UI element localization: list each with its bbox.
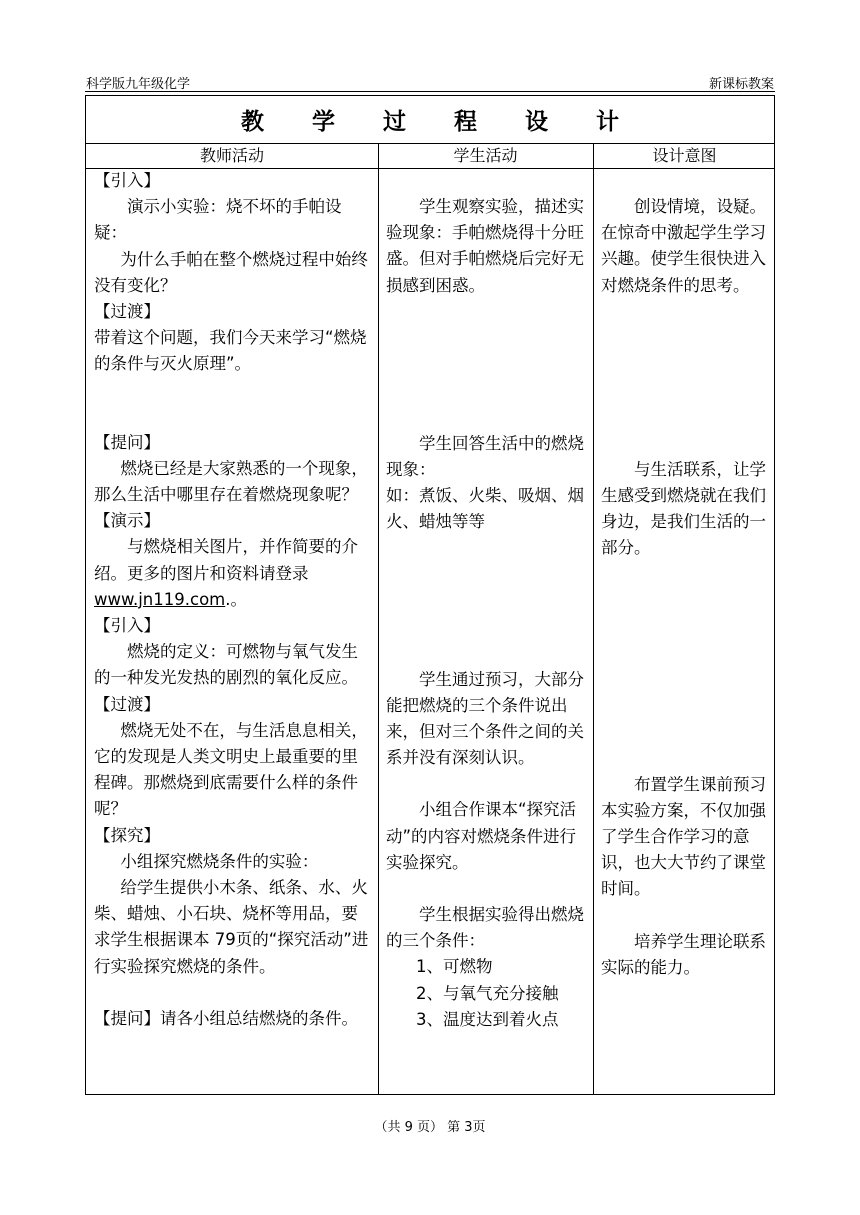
website-link[interactable]: www.jn119.com <box>94 589 226 609</box>
student-activity-cell <box>386 168 586 1094</box>
paragraph: 给学生提供小木条、纸条、水、火柴、蜡烛、小石块、烧杯等用品，要求学生根据课本 79页的“探究活动”进行实验探究燃烧的条件。 <box>94 878 369 976</box>
column-header-intent: 设计意图 <box>652 146 717 165</box>
section-tag: 【演示】 <box>94 511 160 531</box>
section-tag: 【提问】 <box>94 432 160 452</box>
paragraph: 演示小实验：烧不坏的手帕设疑： <box>94 197 342 243</box>
paragraph: 培养学生理论联系实际的能力。 <box>601 931 766 977</box>
paragraph: 学生根据实验得出燃烧的三个条件： <box>386 905 584 951</box>
paragraph: 学生通过预习，大部分能把燃烧的三个条件说出来，但对三个条件之间的关系并没有深刻认识。 <box>386 669 584 768</box>
section-tag: 【引入】 <box>94 171 160 190</box>
paragraph: 燃烧的定义：可燃物与氧气发生的一种发光发热的剧烈的氧化反应。 <box>94 642 358 688</box>
paragraph: 带着这个问题，我们今天来学习“燃烧的条件与灭火原理”。 <box>94 328 367 374</box>
table-title-row <box>86 96 774 144</box>
header-rule <box>85 91 775 92</box>
design-intent-cell <box>601 168 771 1094</box>
section-tag: 【过渡】 <box>94 302 160 322</box>
header-left: 科学版九年级化学 <box>86 77 191 92</box>
section-tag: 【探究】 <box>94 825 160 845</box>
paragraph: 学生观察实验，描述实验现象：手帕燃烧得十分旺盛。但对手帕燃烧后完好无损感到困惑。 <box>386 197 584 295</box>
paragraph: 燃烧无处不在，与生活息息相关，它的发现是人类文明史上最重要的里程碑。那燃烧到底需要什么样的条件呢？ <box>94 720 368 819</box>
table-title: 教 学 过 程 设 计 <box>240 109 640 135</box>
page-footer: （共 9 页） 第 3页 <box>374 1120 486 1135</box>
paragraph: 【提问】请各小组总结燃烧的条件。 <box>94 1008 358 1028</box>
paragraph: 小组合作课本“探究活动”的内容对燃烧条件进行实验探究。 <box>386 800 577 872</box>
column-divider <box>378 143 379 1094</box>
paragraph: 燃烧已经是大家熟悉的一个现象，那么生活中哪里存在着燃烧现象呢？ <box>94 458 368 505</box>
paragraph: 与生活联系，让学生感受到燃烧就在我们身边，是我们生活的一部分。 <box>601 459 766 558</box>
column-header-student: 学生活动 <box>453 146 518 165</box>
column-header-teacher: 教师活动 <box>199 146 264 165</box>
column-divider <box>593 143 594 1094</box>
teacher-activity-cell <box>94 168 372 1094</box>
section-tag: 【引入】 <box>94 616 160 636</box>
paragraph: 如：煮饭、火柴、吸烟、烟火、蜡烛等等 <box>386 486 584 532</box>
paragraph: 与燃烧相关图片，并作简要的介绍。更多的图片和资料请登录 www.jn119.com.。 <box>94 537 358 609</box>
column-headers <box>86 143 774 169</box>
section-tag: 【过渡】 <box>94 694 160 714</box>
paragraph: 小组探究燃烧条件的实验： <box>120 851 319 871</box>
paragraph: 为什么手帕在整个燃烧过程中始终没有变化？ <box>94 249 368 295</box>
paragraph: 创设情境，设疑。在惊奇中激起学生学习兴趣。使学生很快进入对燃烧条件的思考。 <box>601 197 766 295</box>
paragraph: 布置学生课前预习本实验方案，不仅加强了学生合作学习的意识，也大大节约了课堂时间。 <box>601 774 766 899</box>
list-item: 3、温度达到着火点 <box>416 1009 559 1029</box>
list-item: 2、与氧气充分接触 <box>416 983 559 1003</box>
list-item: 1、可燃物 <box>416 957 493 977</box>
lesson-table <box>85 95 775 1095</box>
paragraph: 学生回答生活中的燃烧现象： <box>386 433 584 480</box>
header-right: 新课标教案 <box>708 77 774 92</box>
